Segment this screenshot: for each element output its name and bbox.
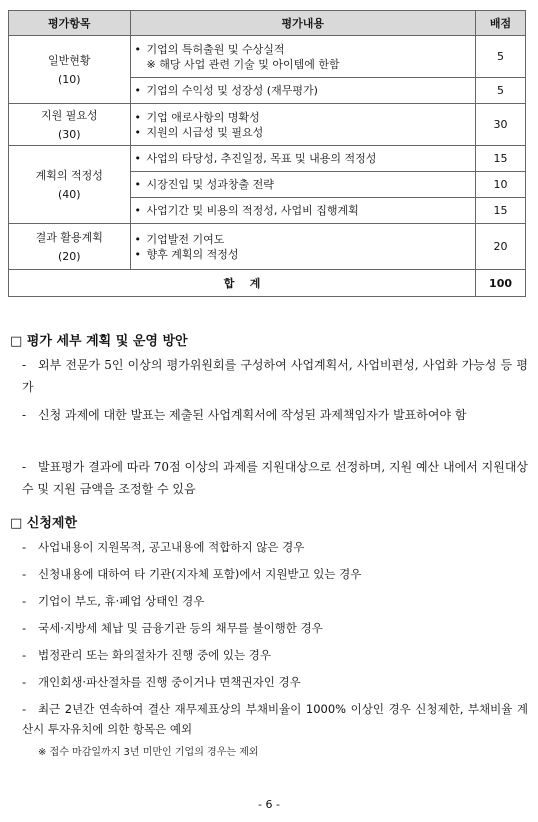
category-cell xyxy=(9,224,131,270)
category-name: 지원 필요성 xyxy=(40,108,98,122)
score-cell: 15 xyxy=(476,198,526,224)
category-cell xyxy=(9,104,131,146)
total-label: 합 계 xyxy=(9,270,476,297)
table-row xyxy=(9,36,526,78)
table-row xyxy=(9,104,526,146)
category-name: 계획의 적정성 xyxy=(35,168,103,182)
dash-marker: - xyxy=(22,702,27,716)
dash-marker: - xyxy=(22,594,27,608)
dash-marker: - xyxy=(22,648,27,662)
total-score: 100 xyxy=(476,270,526,297)
header-content: 평가내용 xyxy=(130,11,476,36)
header-score: 배점 xyxy=(476,11,526,36)
list-item: - 기업이 부도, 휴·폐업 상태인 경우 xyxy=(22,591,528,611)
content-cell xyxy=(130,36,476,78)
content-line: • 기업의 특허출원 및 수상실적 xyxy=(135,42,472,57)
section-title-evaluation-plan: □ 평가 세부 계획 및 운영 방안 xyxy=(10,334,188,349)
category-points: (20) xyxy=(57,249,81,263)
content-line: • 사업의 타당성, 추진일정, 목표 및 내용의 적정성 xyxy=(135,151,472,166)
content-line: • 기업 애로사항의 명확성 xyxy=(135,110,472,125)
score-cell: 30 xyxy=(476,104,526,146)
content-cell xyxy=(130,224,476,270)
list-item: - 신청 과제에 대한 발표는 제출된 사업계획서에 작성된 과제책임자가 발표하여야 함 xyxy=(22,404,528,426)
table-row xyxy=(9,146,526,172)
content-cell xyxy=(130,198,476,224)
content-cell xyxy=(130,104,476,146)
category-name: 일반현황 xyxy=(48,53,91,67)
content-line: • 기업의 수익성 및 성장성 (재무평가) xyxy=(135,83,472,98)
content-line: • 시장진입 및 성과창출 전략 xyxy=(135,177,472,192)
evaluation-table xyxy=(8,10,526,297)
list-item: - 국세·지방세 체납 및 금융기관 등의 채무를 불이행한 경우 xyxy=(22,618,528,638)
content-line: • 사업기간 및 비용의 적정성, 사업비 집행계획 xyxy=(135,203,472,218)
content-cell xyxy=(130,172,476,198)
content-line: • 향후 계획의 적정성 xyxy=(135,247,472,262)
dash-marker: - xyxy=(22,540,27,554)
content-line: • 지원의 시급성 및 필요성 xyxy=(135,125,472,140)
table-row xyxy=(9,224,526,270)
content-cell xyxy=(130,78,476,104)
list-item: - 발표평가 결과에 따라 70점 이상의 과제를 지원대상으로 선정하며, 지원 예산 내에서 지원대상 수 및 지원 금액을 조정할 수 있음 xyxy=(22,456,528,500)
dash-marker: - xyxy=(22,675,27,689)
content-note: ※ 해당 사업 관련 기술 및 아이템에 한함 xyxy=(146,57,340,71)
dash-marker: - xyxy=(22,567,27,581)
category-name: 결과 활용계획 xyxy=(35,230,103,244)
content-cell xyxy=(130,146,476,172)
category-cell xyxy=(9,146,131,224)
list-item: - 개인회생·파산절차를 진행 중이거나 면책권자인 경우 xyxy=(22,672,528,692)
total-row xyxy=(9,270,526,297)
score-cell: 10 xyxy=(476,172,526,198)
category-points: (40) xyxy=(57,187,81,201)
dash-marker: - xyxy=(22,621,27,635)
list-item: - 외부 전문가 5인 이상의 평가위원회를 구성하여 사업계획서, 사업비편성, 사업화 가능성 등 평가 xyxy=(22,354,528,398)
section-title-restrictions: □ 신청제한 xyxy=(10,516,78,531)
list-item: - 법정관리 또는 화의절차가 진행 중에 있는 경우 xyxy=(22,645,528,665)
score-cell: 20 xyxy=(476,224,526,270)
page-number: - 6 - xyxy=(258,798,280,811)
score-cell: 5 xyxy=(476,36,526,78)
table-header-row xyxy=(9,11,526,36)
list-item: - 신청내용에 대하여 타 기관(지자체 포함)에서 지원받고 있는 경우 xyxy=(22,564,528,584)
category-points: (30) xyxy=(57,127,81,141)
restriction-note: ※ 접수 마감일까지 3년 미만인 기업의 경우는 제외 xyxy=(38,747,259,758)
list-item: - 사업내용이 지원목적, 공고내용에 적합하지 않은 경우 xyxy=(22,537,528,557)
dash-marker: - xyxy=(22,460,27,474)
category-cell xyxy=(9,36,131,104)
dash-marker: - xyxy=(22,358,27,372)
score-cell: 5 xyxy=(476,78,526,104)
header-category: 평가항목 xyxy=(9,11,131,36)
category-points: (10) xyxy=(57,72,81,86)
list-item: - 최근 2년간 연속하여 결산 재무제표상의 부채비율이 1000% 이상인 경우 신청제한, 부채비율 계산시 투자유치에 의한 항목은 예외 xyxy=(22,699,528,739)
dash-marker: - xyxy=(22,408,27,422)
content-line: • 기업발전 기여도 xyxy=(135,232,472,247)
score-cell: 15 xyxy=(476,146,526,172)
